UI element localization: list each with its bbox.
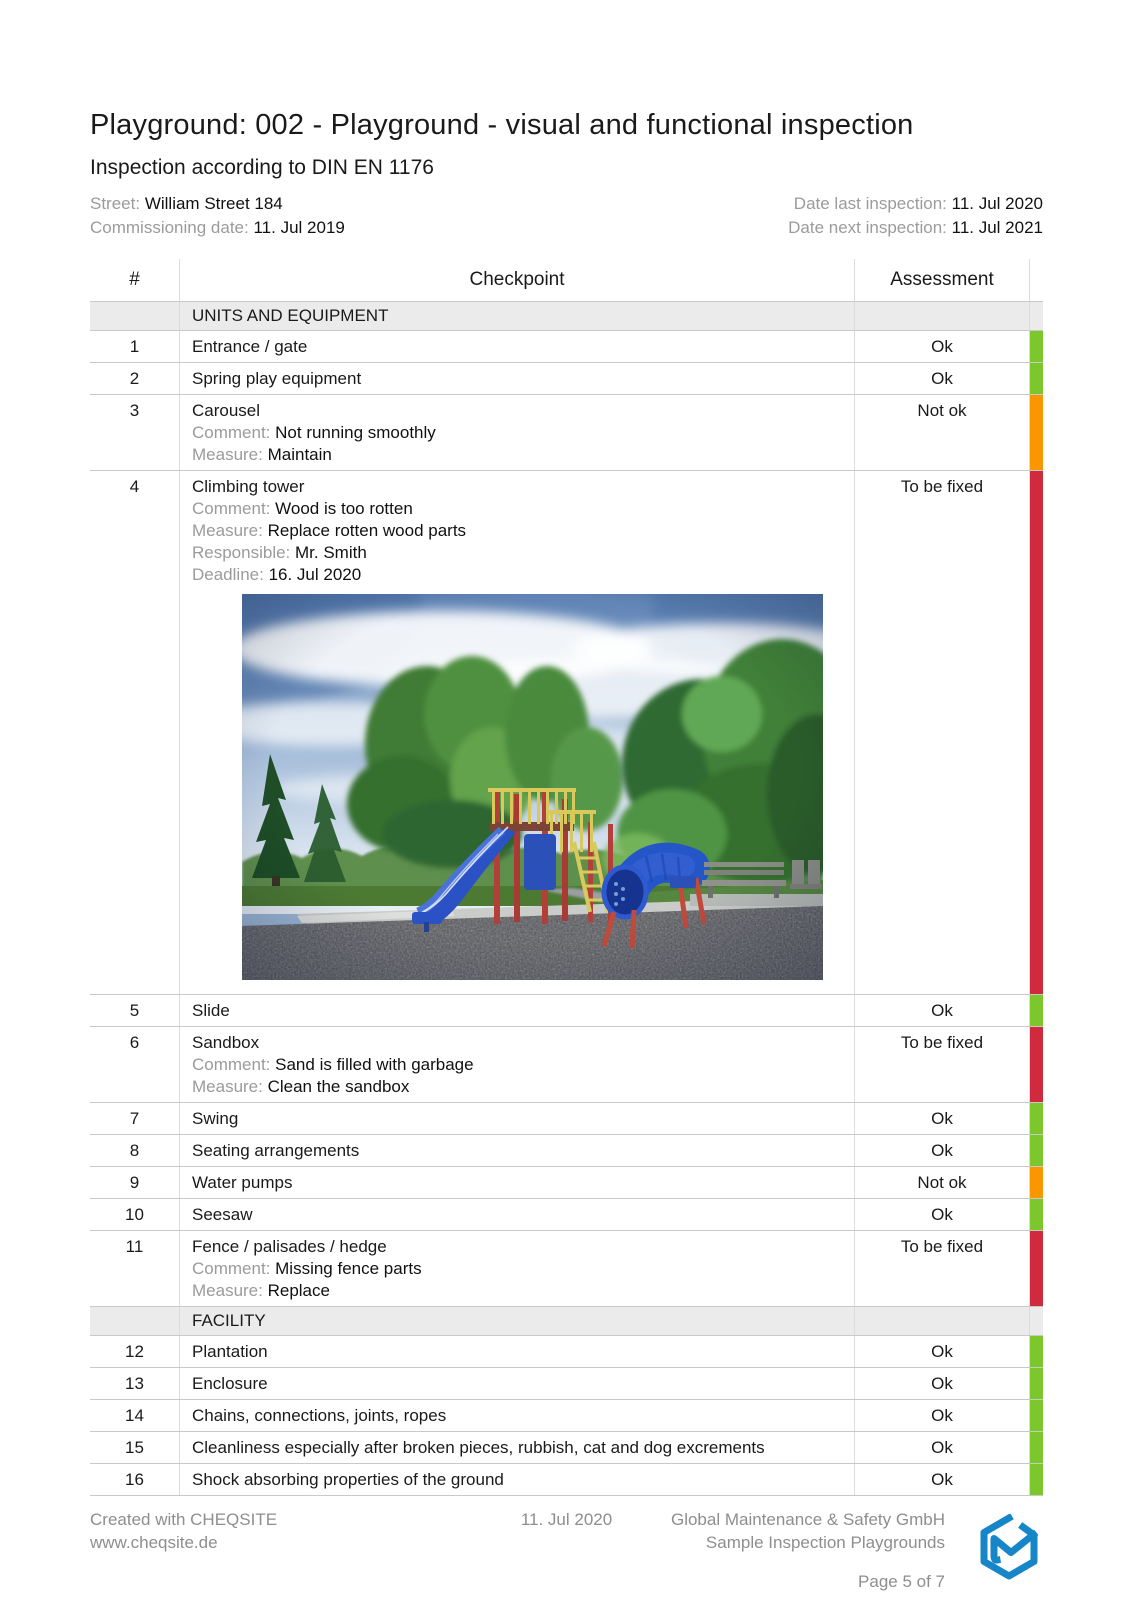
last-inspection-label: Date last inspection:: [793, 194, 947, 213]
checkpoint-row: [90, 394, 1043, 470]
commissioning-row: [90, 216, 345, 240]
assessment-value: Not ok: [855, 1167, 1030, 1198]
detail-label: Comment:: [192, 423, 276, 442]
checkpoint-detail: [192, 498, 842, 520]
assessment-value: Ok: [855, 1464, 1030, 1495]
checkpoint-detail: [192, 444, 842, 466]
detail-label: Measure:: [192, 445, 268, 464]
detail-label: Measure:: [192, 1077, 268, 1096]
checkpoint-name: Seating arrangements: [192, 1141, 360, 1160]
status-bar: [1030, 1027, 1043, 1102]
assessment-value: Not ok: [855, 395, 1030, 470]
next-inspection-row: [788, 216, 1043, 240]
checkpoint-name: Slide: [192, 1001, 230, 1020]
checkpoint-number: 8: [90, 1135, 180, 1166]
checkpoint-detail: [192, 422, 842, 444]
column-header-num: #: [90, 259, 180, 301]
detail-label: Comment:: [192, 1259, 276, 1278]
checkpoint-row: [90, 470, 1043, 994]
checkpoint-name: Climbing tower: [192, 477, 305, 496]
report-meta: [90, 192, 1043, 240]
checkpoint-row: [90, 1026, 1043, 1102]
assessment-value: Ok: [855, 1400, 1030, 1431]
status-bar: [1030, 1368, 1043, 1399]
assessment-value: Ok: [855, 363, 1030, 394]
checkpoint-row: [90, 1463, 1043, 1495]
status-bar: [1030, 1336, 1043, 1367]
checkpoint-cell: [180, 1464, 855, 1495]
checkpoint-number: 5: [90, 995, 180, 1026]
checkpoint-name: Entrance / gate: [192, 337, 308, 356]
status-bar: [1030, 331, 1043, 362]
checkpoint-number: 3: [90, 395, 180, 470]
checkpoint-cell: [180, 1135, 855, 1166]
street-label: Street:: [90, 194, 141, 213]
assessment-value: Ok: [855, 1135, 1030, 1166]
assessment-value: To be fixed: [855, 471, 1030, 994]
section-num-cell: [90, 1307, 180, 1335]
meta-right: [788, 192, 1043, 240]
checkpoint-row: [90, 994, 1043, 1026]
checkpoint-cell: [180, 363, 855, 394]
checkpoint-name: Carousel: [192, 401, 261, 420]
checkpoint-cell: [180, 1432, 855, 1463]
section-bar-cell: [1030, 302, 1043, 330]
project-text: Sample Inspection Playgrounds: [705, 1533, 945, 1552]
detail-label: Measure:: [192, 1281, 268, 1300]
checkpoint-name: Seesaw: [192, 1205, 253, 1224]
assessment-value: To be fixed: [855, 1027, 1030, 1102]
section-assessment-cell: [855, 302, 1030, 330]
assessment-value: Ok: [855, 1103, 1030, 1134]
detail-value: Not running smoothly: [275, 423, 436, 442]
checkpoint-row: [90, 362, 1043, 394]
meta-left: [90, 192, 345, 240]
checkpoint-cell: [180, 1027, 855, 1102]
footer-right: [671, 1508, 945, 1554]
detail-value: Missing fence parts: [275, 1259, 422, 1278]
detail-label: Deadline:: [192, 565, 269, 584]
footer-date: 11. Jul 2020: [520, 1510, 613, 1529]
checkpoint-number: 6: [90, 1027, 180, 1102]
page-number: Page 5 of 7: [858, 1572, 945, 1591]
status-bar: [1030, 1103, 1043, 1134]
last-inspection-value: 11. Jul 2020: [951, 194, 1043, 213]
status-bar: [1030, 1464, 1043, 1495]
playground-photo: [242, 594, 823, 980]
assessment-value: Ok: [855, 1368, 1030, 1399]
status-bar: [1030, 1400, 1043, 1431]
checkpoint-row: [90, 1198, 1043, 1230]
checkpoint-detail: [192, 564, 842, 586]
checkpoint-detail: [192, 1280, 842, 1302]
checkpoint-number: 13: [90, 1368, 180, 1399]
section-title: FACILITY: [180, 1307, 855, 1335]
checkpoint-row: [90, 1166, 1043, 1198]
checkpoint-number: 7: [90, 1103, 180, 1134]
created-with-text: Created with CHEQSITE: [90, 1510, 278, 1529]
checkpoint-name: Shock absorbing properties of the ground: [192, 1470, 504, 1489]
checkpoint-detail: [192, 1076, 842, 1098]
status-bar: [1030, 1199, 1043, 1230]
checkpoint-number: 2: [90, 363, 180, 394]
column-header-assessment: Assessment: [855, 259, 1030, 301]
checkpoint-cell: [180, 395, 855, 470]
checkpoint-detail: [192, 1054, 842, 1076]
detail-label: Comment:: [192, 499, 276, 518]
checkpoint-name: Cleanliness especially after broken pieces, rubbish, cat and dog excrements: [192, 1438, 765, 1457]
checkpoint-name: Chains, connections, joints, ropes: [192, 1406, 447, 1425]
checkpoint-cell: [180, 1231, 855, 1306]
detail-value: Replace: [267, 1281, 330, 1300]
status-bar: [1030, 363, 1043, 394]
status-bar: [1030, 995, 1043, 1026]
checkpoint-cell: [180, 331, 855, 362]
section-assessment-cell: [855, 1307, 1030, 1335]
section-num-cell: [90, 302, 180, 330]
checkpoint-detail: [192, 542, 842, 564]
checkpoint-name: Water pumps: [192, 1173, 293, 1192]
checkpoint-cell: [180, 1167, 855, 1198]
column-header-checkpoint: Checkpoint: [180, 259, 855, 301]
checkpoint-row: [90, 1230, 1043, 1306]
checkpoint-row: [90, 1102, 1043, 1134]
company-text: Global Maintenance & Safety GmbH: [670, 1510, 945, 1529]
street-value: William Street 184: [144, 194, 283, 213]
hexagon-m-logo-icon: [980, 1514, 1038, 1580]
detail-value: Maintain: [267, 445, 332, 464]
detail-value: Mr. Smith: [295, 543, 367, 562]
checkpoint-row: [90, 1431, 1043, 1463]
status-bar: [1030, 1231, 1043, 1306]
section-row: [90, 301, 1043, 330]
checkpoint-row: [90, 330, 1043, 362]
checkpoint-number: 1: [90, 331, 180, 362]
checkpoint-row: [90, 1335, 1043, 1367]
playground-photo-illustration: [242, 594, 823, 980]
status-bar-header: [1030, 259, 1043, 301]
status-bar: [1030, 1432, 1043, 1463]
checkpoint-row: [90, 1367, 1043, 1399]
table-header-row: [90, 259, 1043, 301]
checkpoint-number: 15: [90, 1432, 180, 1463]
assessment-value: Ok: [855, 1199, 1030, 1230]
detail-label: Comment:: [192, 1055, 276, 1074]
checkpoint-cell: [180, 1400, 855, 1431]
checkpoint-number: 10: [90, 1199, 180, 1230]
detail-value: Sand is filled with garbage: [275, 1055, 474, 1074]
checkpoint-cell: [180, 1199, 855, 1230]
checkpoint-number: 11: [90, 1231, 180, 1306]
checkpoint-cell: [180, 1103, 855, 1134]
last-inspection-row: [788, 192, 1043, 216]
inspection-table: [90, 259, 1043, 1496]
checkpoint-row: [90, 1399, 1043, 1431]
commissioning-value: 11. Jul 2019: [253, 218, 345, 237]
section-row: [90, 1306, 1043, 1335]
checkpoint-name: Fence / palisades / hedge: [192, 1237, 387, 1256]
checkpoint-name: Swing: [192, 1109, 239, 1128]
detail-label: Measure:: [192, 521, 268, 540]
status-bar: [1030, 471, 1043, 994]
checkpoint-cell: [180, 1336, 855, 1367]
status-bar: [1030, 1167, 1043, 1198]
checkpoint-name: Plantation: [192, 1342, 268, 1361]
checkpoint-cell: [180, 1368, 855, 1399]
checkpoint-cell: [180, 995, 855, 1026]
assessment-value: Ok: [855, 995, 1030, 1026]
website-text: www.cheqsite.de: [90, 1533, 218, 1552]
checkpoint-detail: [192, 1258, 842, 1280]
section-title: UNITS AND EQUIPMENT: [180, 302, 855, 330]
cheqsite-logo: [980, 1514, 1038, 1580]
assessment-value: To be fixed: [855, 1231, 1030, 1306]
checkpoint-number: 12: [90, 1336, 180, 1367]
page-title: Playground: 002 - Playground - visual and functional inspection: [90, 109, 914, 141]
assessment-value: Ok: [855, 331, 1030, 362]
detail-label: Responsible:: [192, 543, 296, 562]
next-inspection-label: Date next inspection:: [788, 218, 947, 237]
report-subtitle: Inspection according to DIN EN 1176: [90, 156, 434, 179]
checkpoint-number: 4: [90, 471, 180, 994]
checkpoint-number: 14: [90, 1400, 180, 1431]
checkpoint-number: 16: [90, 1464, 180, 1495]
checkpoint-row: [90, 1134, 1043, 1166]
detail-value: 16. Jul 2020: [268, 565, 362, 584]
status-bar: [1030, 1135, 1043, 1166]
detail-value: Clean the sandbox: [267, 1077, 410, 1096]
status-bar: [1030, 395, 1043, 470]
checkpoint-name: Spring play equipment: [192, 369, 362, 388]
checkpoint-detail: [192, 520, 842, 542]
street-row: [90, 192, 345, 216]
section-bar-cell: [1030, 1307, 1043, 1335]
commissioning-label: Commissioning date:: [90, 218, 249, 237]
next-inspection-value: 11. Jul 2021: [951, 218, 1043, 237]
detail-value: Replace rotten wood parts: [267, 521, 467, 540]
detail-value: Wood is too rotten: [275, 499, 413, 518]
checkpoint-cell: [180, 471, 855, 994]
checkpoint-number: 9: [90, 1167, 180, 1198]
assessment-value: Ok: [855, 1336, 1030, 1367]
checkpoint-name: Enclosure: [192, 1374, 268, 1393]
checkpoint-name: Sandbox: [192, 1033, 260, 1052]
assessment-value: Ok: [855, 1432, 1030, 1463]
